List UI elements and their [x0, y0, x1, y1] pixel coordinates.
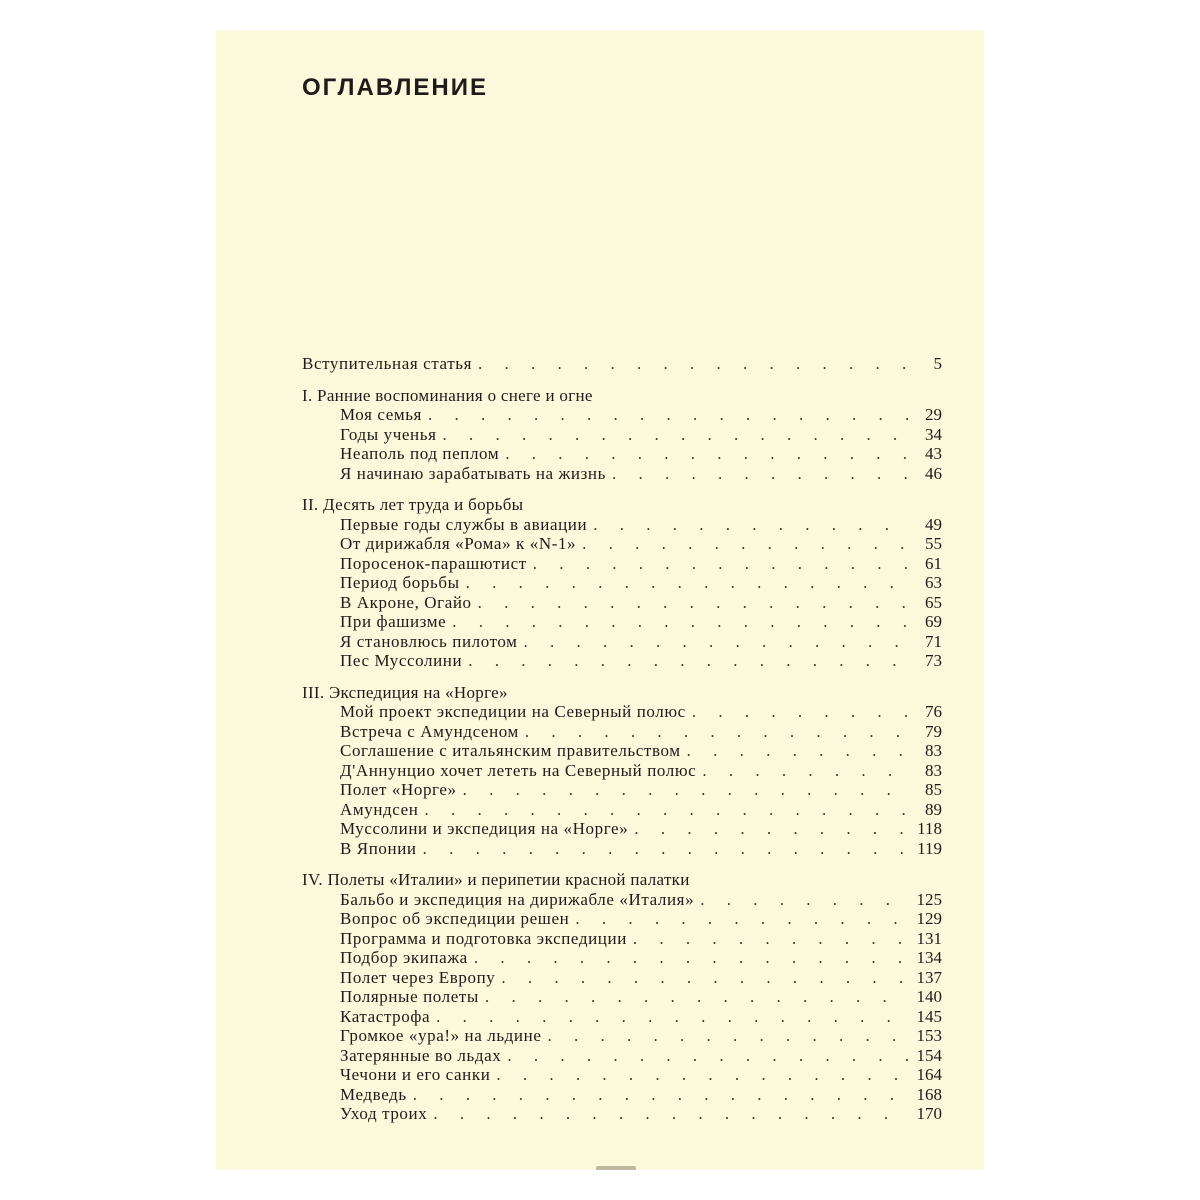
toc-entry-label: От дирижабля «Рома» к «N-1»: [340, 534, 577, 553]
toc-entry-label: Я становлюсь пилотом: [340, 631, 518, 651]
toc-entry-label: Медведь: [340, 1084, 407, 1104]
toc-entry-page: 5: [933, 354, 942, 373]
toc-entry: [302, 761, 942, 781]
toc-entry-label: Программа и подготовка экспедиции: [340, 928, 627, 948]
toc-entry: [302, 1104, 942, 1124]
toc-entry-page: 29: [925, 405, 942, 424]
toc-entry-page: 46: [925, 463, 942, 483]
toc-entry-page: 76: [925, 702, 942, 721]
toc-entry-label: Период борьбы: [340, 573, 460, 592]
dot-leader: [436, 1007, 910, 1027]
toc-entry-label: Катастрофа: [340, 1006, 431, 1026]
dot-leader: [533, 554, 910, 574]
toc-entry-page: 61: [925, 553, 942, 573]
toc-entry-label: Затерянные во льдах: [340, 1045, 502, 1065]
toc-entry: [302, 800, 942, 820]
page-title: ОГЛАВЛЕНИЕ: [302, 74, 489, 101]
toc-entry-label: Подбор экипажа: [340, 948, 468, 967]
dot-leader: [466, 573, 910, 593]
toc-entry-page: 125: [916, 889, 942, 909]
chapter-heading: [302, 870, 942, 890]
toc-entry-page: 153: [916, 1026, 942, 1045]
chapter-heading-label: III. Экспедиция на «Норге»: [302, 682, 508, 702]
dot-leader: [423, 839, 910, 859]
dot-leader: [612, 464, 910, 484]
toc-entry-label: Муссолини и экспедиция на «Норге»: [340, 819, 629, 838]
dot-leader: [474, 948, 910, 968]
toc-entry-page: 71: [925, 631, 942, 651]
dot-leader: [524, 632, 910, 652]
toc-entry: [302, 425, 942, 445]
toc-entry: [302, 593, 942, 613]
toc-entry-page: 137: [916, 967, 942, 987]
toc-entry-label: Уход троих: [340, 1104, 428, 1123]
dot-leader: [702, 761, 910, 781]
toc-entry: [302, 780, 942, 800]
toc-entry-label: Соглашение с итальянским правительством: [340, 741, 681, 760]
toc-entry-page: 131: [916, 928, 942, 948]
dot-leader: [443, 425, 910, 445]
dot-leader: [582, 534, 910, 554]
chapter-heading-label: IV. Полеты «Италии» и перипетии красной палатки: [302, 870, 690, 889]
dot-leader: [575, 909, 910, 929]
toc-entry-label: При фашизме: [340, 612, 447, 631]
toc-entry-page: 154: [916, 1045, 942, 1065]
toc-entry-page: 65: [925, 592, 942, 612]
page-number-fragment: [596, 1166, 636, 1170]
toc-entry-label: Я начинаю зарабатывать на жизнь: [340, 463, 606, 483]
dot-leader: [428, 405, 910, 425]
dot-leader: [633, 929, 910, 949]
toc-entry-label: Полет через Европу: [340, 967, 496, 987]
toc-entry-label: Д'Аннунцио хочет лететь на Северный полюс: [340, 760, 697, 780]
toc-entry: [302, 839, 942, 859]
toc-entry: [302, 554, 942, 574]
toc-entry-page: 83: [925, 760, 942, 780]
toc-entry: [302, 612, 942, 632]
dot-leader: [478, 354, 910, 374]
dot-leader: [424, 800, 910, 820]
toc-entry-page: 43: [925, 444, 942, 463]
dot-leader: [547, 1026, 910, 1046]
toc-entry-page: 85: [925, 780, 942, 799]
dot-leader: [687, 741, 910, 761]
toc-entry: [302, 968, 942, 988]
toc-entry: [302, 1085, 942, 1105]
dot-leader: [485, 987, 910, 1007]
toc-entry-page: 89: [925, 799, 942, 819]
toc-entry-page: 164: [916, 1065, 942, 1084]
dot-leader: [452, 612, 910, 632]
toc-entry: [302, 1026, 942, 1046]
chapter-heading: [302, 495, 942, 515]
toc-entry-label: Мой проект экспедиции на Северный полюс: [340, 702, 686, 721]
toc-entry-label: В Японии: [340, 838, 417, 858]
toc-entry-page: 168: [916, 1084, 942, 1104]
toc-entry-label: Неаполь под пеплом: [340, 444, 500, 463]
toc-entry-page: 119: [917, 838, 942, 858]
toc-entry-page: 83: [925, 741, 942, 760]
toc-entry-page: 34: [925, 424, 942, 444]
toc-entry: [302, 651, 942, 671]
chapter-heading-label: I. Ранние воспоминания о снеге и огне: [302, 385, 593, 405]
dot-leader: [692, 702, 910, 722]
toc-entry: [302, 819, 942, 839]
toc-entry-page: 79: [925, 721, 942, 741]
toc-entry-label: Поросенок-парашютист: [340, 553, 527, 573]
dot-leader: [700, 890, 910, 910]
toc-entry-page: 55: [925, 534, 942, 553]
toc-entry: [302, 534, 942, 554]
toc-entry: [302, 405, 942, 425]
toc-entry: [302, 929, 942, 949]
toc-entry-page: 145: [916, 1006, 942, 1026]
toc-entry-label: Вопрос об экспедиции решен: [340, 909, 570, 928]
toc-entry-label: Амундсен: [340, 799, 419, 819]
dot-leader: [413, 1085, 910, 1105]
toc-entry-page: 49: [925, 514, 942, 534]
toc-entry-page: 69: [925, 612, 942, 631]
toc-entry-intro: [302, 354, 942, 374]
toc-entry: [302, 890, 942, 910]
toc-entry: [302, 909, 942, 929]
dot-leader: [505, 444, 910, 464]
dot-leader: [433, 1104, 910, 1124]
dot-leader: [593, 515, 910, 535]
chapter-heading-label: II. Десять лет труда и борьбы: [302, 495, 524, 514]
toc-entry-page: 73: [925, 651, 942, 670]
toc-entry-label: Полет «Норге»: [340, 780, 457, 799]
toc-entry: [302, 1046, 942, 1066]
toc-entry: [302, 702, 942, 722]
table-of-contents: [302, 350, 942, 1124]
toc-entry-page: 134: [916, 948, 942, 967]
toc-entry: [302, 464, 942, 484]
dot-leader: [634, 819, 910, 839]
book-page: [216, 30, 984, 1170]
toc-entry-label: Встреча с Амундсеном: [340, 721, 519, 741]
dot-leader: [468, 651, 910, 671]
toc-entry-label: В Акроне, Огайо: [340, 592, 472, 612]
toc-entry: [302, 987, 942, 1007]
toc-entry: [302, 515, 942, 535]
toc-entry-page: 129: [916, 909, 942, 928]
dot-leader: [501, 968, 910, 988]
toc-entry: [302, 632, 942, 652]
toc-entry-label: Моя семья: [340, 405, 422, 424]
toc-entry-page: 140: [916, 987, 942, 1006]
toc-entry: [302, 1007, 942, 1027]
toc-entry-label: Пес Муссолини: [340, 651, 463, 670]
toc-entry-page: 118: [917, 819, 942, 838]
toc-entry-label: Бальбо и экспедиция на дирижабле «Италия»: [340, 889, 695, 909]
toc-entry: [302, 573, 942, 593]
chapter-heading: [302, 683, 942, 703]
toc-entry-page: 170: [916, 1104, 942, 1123]
toc-entry: [302, 948, 942, 968]
toc-entry-page: 63: [925, 573, 942, 592]
toc-entry-label: Чечони и его санки: [340, 1065, 491, 1084]
chapter-list: [302, 386, 942, 1124]
dot-leader: [525, 722, 910, 742]
dot-leader: [507, 1046, 910, 1066]
dot-leader: [463, 780, 910, 800]
chapter-heading: [302, 386, 942, 406]
dot-leader: [478, 593, 910, 613]
toc-entry-label: Годы ученья: [340, 424, 437, 444]
toc-entry: [302, 1065, 942, 1085]
toc-entry-label: Первые годы службы в авиации: [340, 514, 588, 534]
toc-entry-label: Громкое «ура!» на льдине: [340, 1026, 542, 1045]
toc-entry: [302, 722, 942, 742]
toc-entry: [302, 444, 942, 464]
toc-entry-label: Полярные полеты: [340, 987, 479, 1006]
toc-entry-label: Вступительная статья: [302, 354, 472, 373]
toc-entry: [302, 741, 942, 761]
dot-leader: [496, 1065, 910, 1085]
